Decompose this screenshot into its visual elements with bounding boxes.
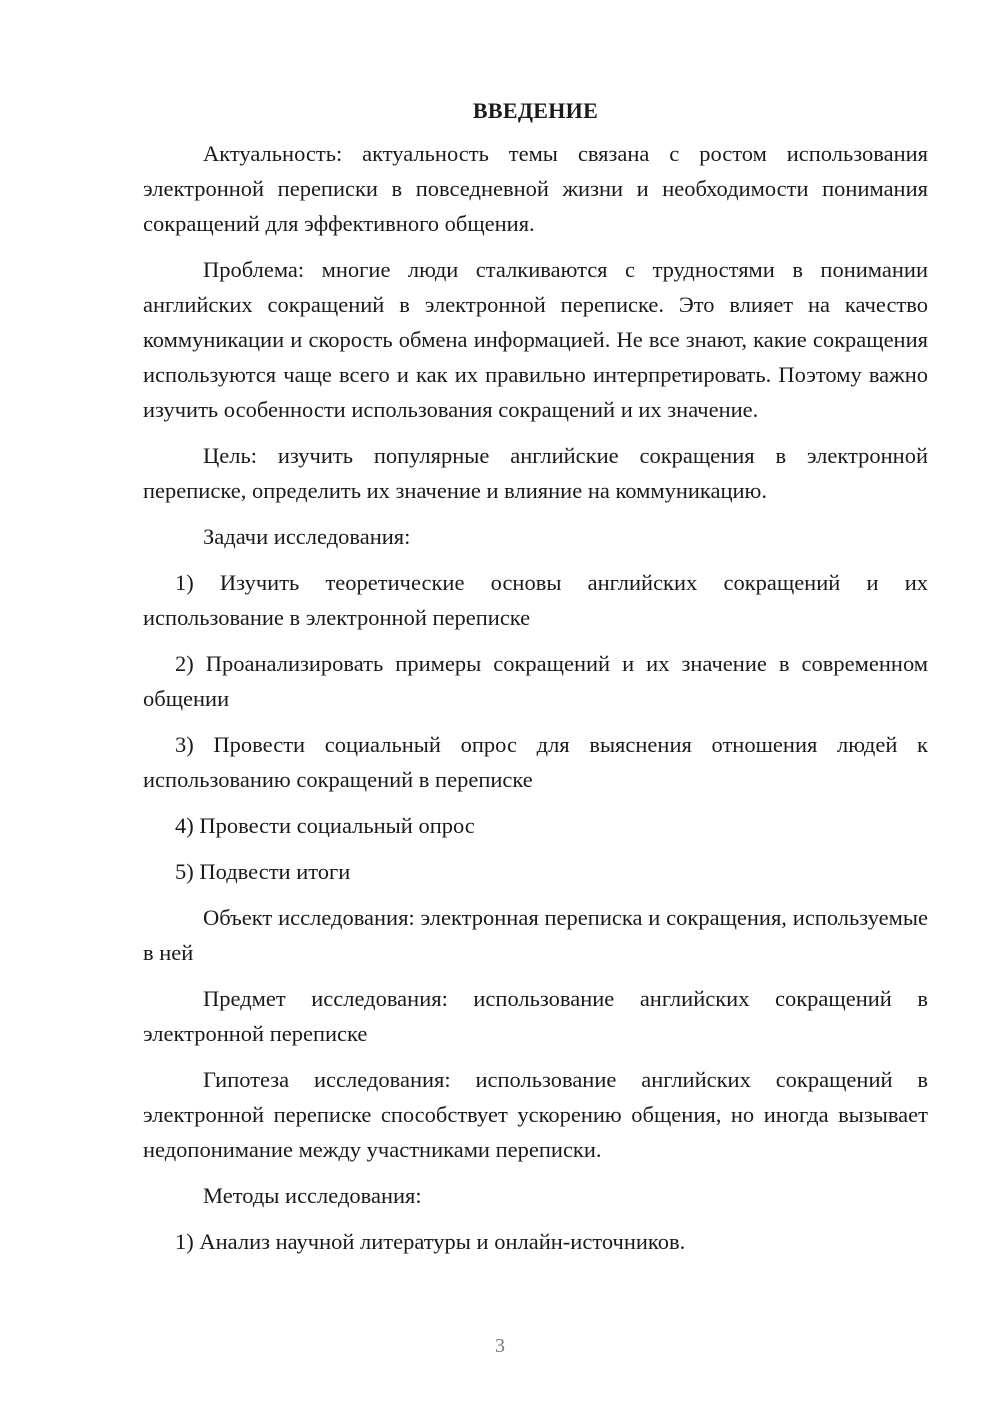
task-item-3: 3) Провести социальный опрос для выяснения отношения людей к использованию сокращений в переписке	[143, 732, 928, 792]
paragraph-goal: Цель: изучить популярные английские сокращения в электронной переписке, определить их значение и влияние на коммуникацию.	[143, 443, 928, 503]
paragraph-tasks-heading: Задачи исследования:	[203, 524, 411, 549]
method-item-1: 1) Анализ научной литературы и онлайн-источников.	[175, 1229, 686, 1254]
task-item-1: 1) Изучить теоретические основы английских сокращений и их использование в электронной переписке	[143, 570, 928, 630]
document-page	[143, 96, 928, 1270]
task-item-5: 5) Подвести итоги	[175, 859, 351, 884]
paragraph-hypothesis: Гипотеза исследования: использование английских сокращений в электронной переписке способствует ускорению общения, но иногда вызывает недопонимание между участниками переписки.	[143, 1067, 928, 1162]
paragraph-relevance: Актуальность: актуальность темы связана с ростом использования электронной переписки в повседневной жизни и необходимости понимания сокращений для эффективного общения.	[143, 141, 928, 236]
paragraph-subject: Предмет исследования: использование английских сокращений в электронной переписке	[143, 986, 928, 1046]
task-item-4: 4) Провести социальный опрос	[175, 813, 475, 838]
task-item-2: 2) Проанализировать примеры сокращений и их значение в современном общении	[143, 651, 928, 711]
paragraph-problem: Проблема: многие люди сталкиваются с трудностями в понимании английских сокращений в электронной переписке. Это влияет на качество коммуникации и скорость обмена информацией. Не все знают, какие сокращения используются чаще всего и как их правильно интерпретировать. Поэтому важно изучить особенности использования сокращений и их значение.	[143, 257, 928, 422]
page-number: 3	[495, 1335, 505, 1357]
paragraph-methods-heading: Методы исследования:	[203, 1183, 422, 1208]
page-title: ВВЕДЕНИЕ	[472, 98, 599, 123]
paragraph-object: Объект исследования: электронная переписка и сокращения, используемые в ней	[143, 905, 928, 965]
